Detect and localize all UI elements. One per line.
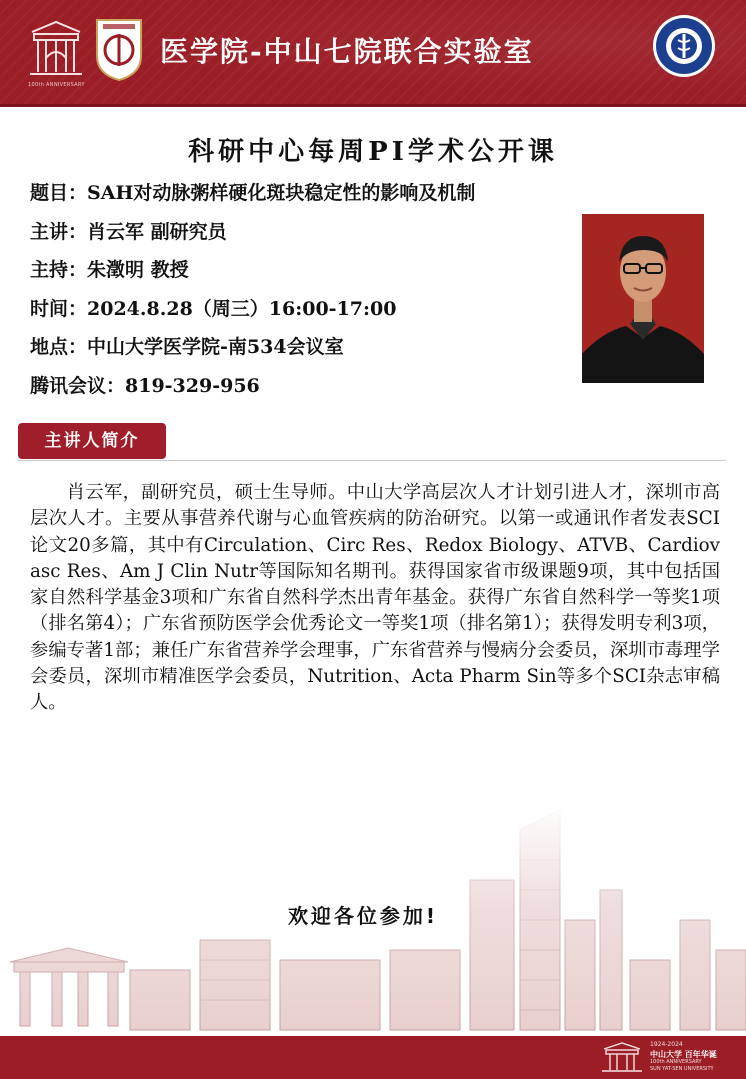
info-row-host [30,254,630,293]
info-value: 中山大学医学院-南534会议室 [87,336,344,358]
hospital-seal-logo-icon [93,16,145,82]
event-info [30,177,630,408]
centennial-name: 中山大学 百年华诞 [650,1049,717,1059]
centennial-en-line1: 100th ANNIVERSARY [650,1059,702,1065]
info-value: 2024.8.28（周三）16:00-17:00 [87,297,397,320]
university-gate-logo-icon [28,18,84,82]
speaker-intro-tag: 主讲人简介 [18,423,166,459]
speaker-bio: 肖云军，副研究员，硕士生导师。中山大学高层次人才计划引进人才，深圳市高层次人才。主要从事营养代谢与心血管疾病的防治研究。以第一或通讯作者发表SCI论文20多篇，其中有Circulation、Circ Res、Redox Biology、ATVB、Cardiovasc Res、Am J Clin Nutr等国际知名期刊。获得国家省市级课题9项，其中包括国家自然科学基金3项和广东省自然科学杰出青年基金。获得广东省自然科学一等奖1项（排名第4）；广东省预防医学会优秀论文一等奖1项（排名第1）；获得发明专利3项，参编专著1部；兼任广东省营养学会理事，广东省营养与慢病分会委员，深圳市毒理学会委员，深圳市精准医学会委员，Nutrition、Acta Pharm Sin等多个SCI杂志审稿人。 [30,482,720,714]
speaker-photo [582,214,704,383]
welcome-text: 欢迎各位参加! [287,904,439,928]
info-value: 819-329-956 [125,374,260,397]
header-title: 医学院-中山七院联合实验室 [160,35,534,68]
info-row-time [30,293,630,332]
info-row-location [30,331,630,370]
info-key: 题目： [30,182,88,204]
info-value: 肖云军 副研究员 [87,220,227,243]
info-key: 主持： [30,259,88,281]
info-key: 时间： [30,297,88,320]
header-divider [0,104,746,121]
info-row-speaker [30,216,630,255]
info-key: 地点： [30,336,88,358]
info-row-tencent-meeting [30,370,630,409]
series-title: 科研中心每周PI学术公开课 [188,137,558,167]
speaker-portrait-icon [582,214,704,383]
info-value: SAH对动脉粥样硬化斑块稳定性的影响及机制 [87,182,476,204]
section-divider [18,460,726,461]
gate-logo-caption: 100th ANNIVERSARY [28,82,85,88]
info-row-topic [30,177,630,216]
info-key: 主讲： [30,220,88,243]
info-key: 腾讯会议： [30,374,126,397]
centennial-years: 1924-2024 [650,1041,683,1048]
centennial-en-line2: SUN YAT-SEN UNIVERSITY [650,1066,714,1072]
info-value: 朱澂明 教授 [87,259,189,281]
medical-school-round-logo-icon [652,14,716,78]
